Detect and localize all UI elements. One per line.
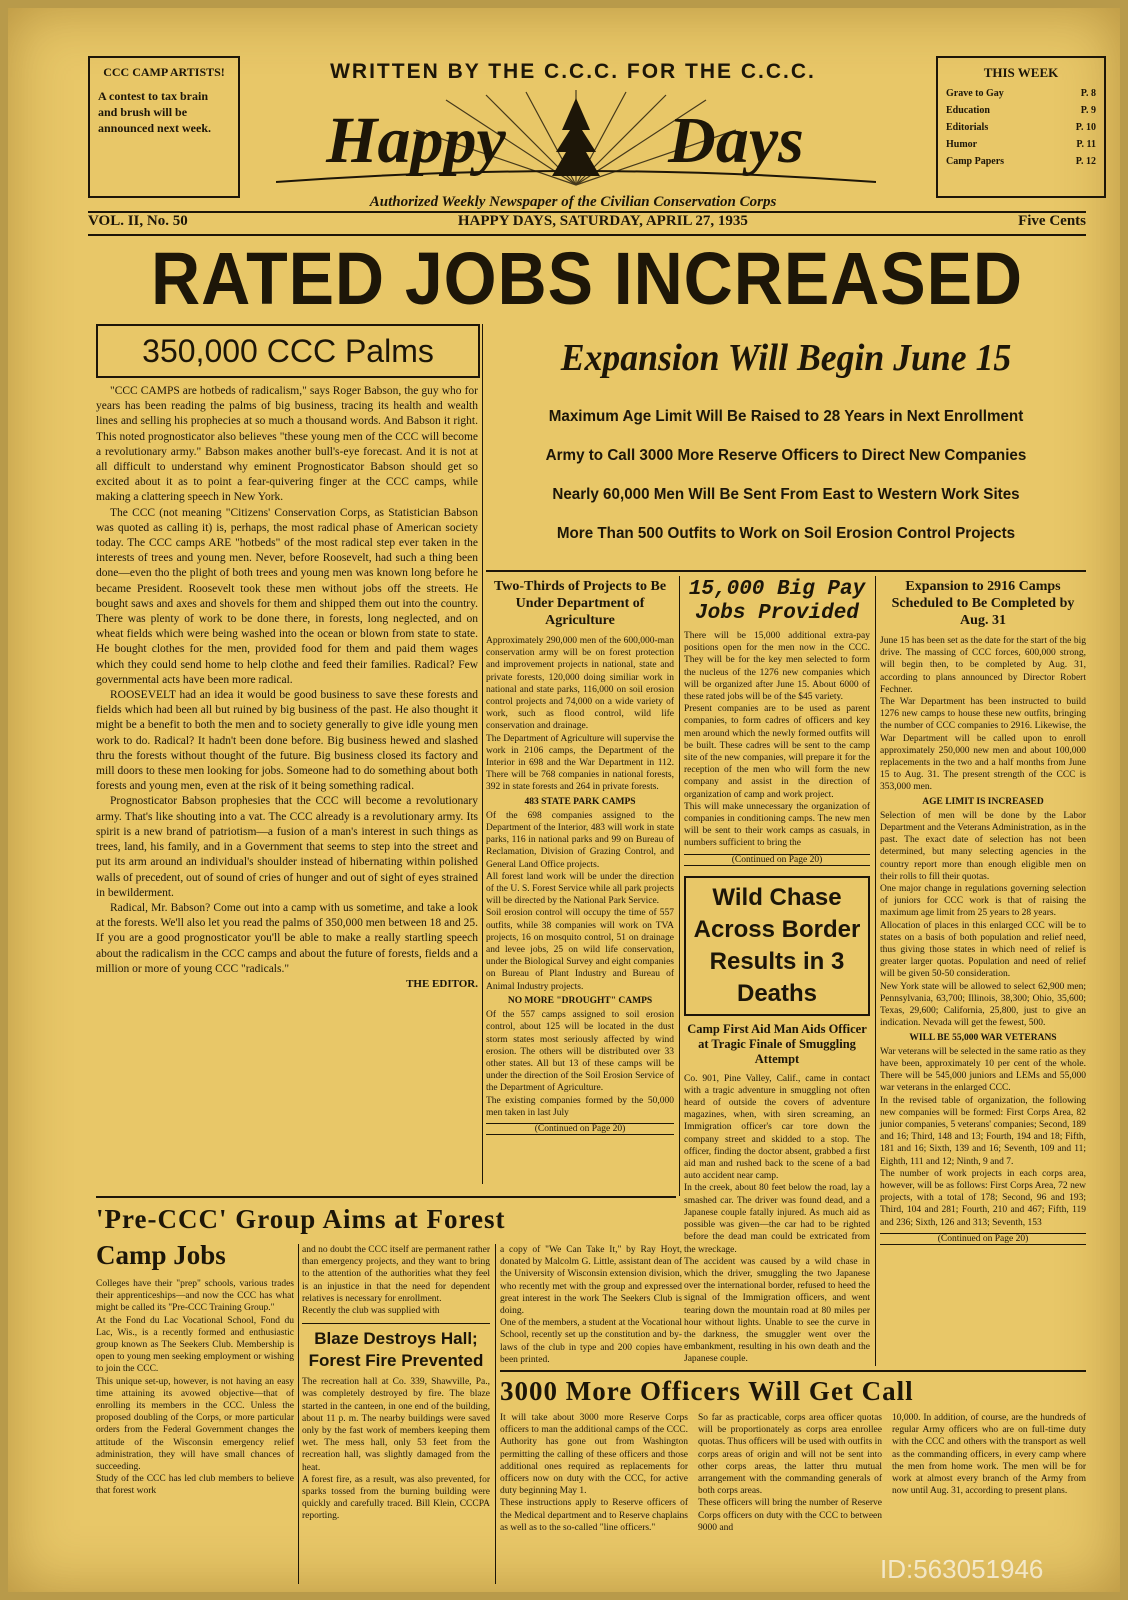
editorial-paragraph: ROOSEVELT had an idea it would be good business to save these forests and fields which had been all but ruined by big business of the past. He also thought it might be a benefit to both the men and to society generally to give idle young men work to do. Radical? It hadn't been done before. Big business hewed and slashed thru the forests without thought of the future. Big business closed its factory and mill doors to these men looking for jobs. Someone had to do something about both forests and young men, even at the risk of it being something radical.	[96, 689, 478, 793]
this-week-item: Grave to Gay P. 8	[946, 88, 1096, 99]
main-headline: RATED JOBS INCREASED	[150, 237, 1024, 320]
pre-ccc-col3: a copy of "We Can Take It," by Ray Hoyt, donated by Malcolm G. Little, assistant dean of the University of Wisconsin extension division, who recently met with the group and expressed great interest in the work The Seekers Club is doing. One of the members, a student at the Vocational School, recently set up the constitution and by-laws of the club in type and 200 copies have been printed.	[500, 1245, 682, 1365]
this-week-item: Editorials P. 10	[946, 122, 1096, 133]
column-rule	[679, 576, 680, 1196]
wild-chase-subtitle: Camp First Aid Man Aids Officer at Tragic Finale of Smuggling Attempt	[687, 1021, 867, 1066]
editorial-paragraph: Radical, Mr. Babson? Come out into a camp with us sometime, and take a look at the forests. We'll also let you read the palms of 350,000 men between 18 and 25. If you are a good prognosticator you'll be able to make a really startling speech about the radicalism in the CCC camps and about the future of forests, fields and a million or more of young CCC "radicals."	[96, 901, 478, 975]
camp-artists-body: A contest to tax brain and brush will be announced next week.	[98, 89, 212, 135]
article-text: Approximately 290,000 men of the 600,000-man conservation army will be on forest protection and improvement projects in national, state and private forests, 120,000 doing similiar work in national and state parks, 116,000 on soil erosion control projects and 74,000 on a wide variety of work, such as flood control, wild life conservation and drainage. The Department of Agriculture will supervise the work in 2106 camps, the Department of the Interior in 698 and the War Department in 112. There will be 768 companies in national forests, 392 in state forests and 264 in private forests. 483 STATE PARK CAMPS Of the 698 companies assigned to the Department of the Interior, 483 will work in state parks, 116 in national parks and 99 on Bureau of Reclamation, Division of Grazing Control, and General Land Office projects. All forest land work will be under the direction of the U. S. Forest Service while all park projects will be directed by the National Park Service. Soil erosion control will occupy the time of 557 outfits, while 38 companies will work on TVA projects, 16 on mosquito control, 51 on drainage and levee jobs, 25 on wild life conservation, under the Biological Survey and eight companies on Bureau of Plant Industry and Bureau of Animal Industry projects. NO MORE "DROUGHT" CAMPS Of the 557 camps assigned to soil erosion control, about 125 will be located in the dust storm states most seriously affected by wind erosion. The others will be distributed over 33 other states. All but 13 of these camps will be under the direction of the Soil Erosion Service of the Department of Agriculture. The existing companies formed by the 50,000 men taken in last July	[486, 636, 674, 1118]
camp-artists-title: CCC CAMP ARTISTS!	[103, 65, 225, 79]
continued-note: (Continued on Page 20)	[684, 854, 870, 866]
pre-ccc-headline-2: Camp Jobs	[96, 1240, 226, 1270]
two-thirds-article	[486, 578, 674, 1135]
big-pay-title: 15,000 Big Pay Jobs Provided	[688, 578, 866, 625]
editorial-body	[96, 384, 478, 992]
article-text: Co. 901, Pine Valley, Calif., came in contact with a tragic adventure in smuggling not often heard of outside the covers of adventure magazines, when, with siren screaming, an Immigration officer's car tore down the company street and skidded to a stop. The officer, finding the doctor absent, grabbed a first aid man and rushed back to the scene of a bad auto accident near camp. In the creek, about 80 feet below the road, lay a smashed car. The driver was found dead, and a Japanese couple fatally injured. As much aid as possible was given—the car had to be righted before the dead man could be extricated from the wreckage. The accident was caused by a wild chase in which the driver, smuggling the two Japanese over the international border, refused to heed the signal of the Immigration officers, and went tearing down the mountain road at 80 miles per hour without lights. Unable to see the curve in the darkness, the smuggler went over the embankment, resulting in his own death and the Japanese couple.	[684, 1073, 870, 1365]
issue-date: HAPPY DAYS, SATURDAY, APRIL 27, 1935	[457, 213, 748, 229]
blaze-title: Blaze Destroys Hall; Forest Fire Prevented	[308, 1329, 484, 1371]
subhead: Nearly 60,000 Men Will Be Sent From East to Western Work Sites	[552, 486, 1020, 503]
article-text: There will be 15,000 additional extra-pay positions open for the men now in the CCC. They will be for the key men selected to form the nucleus of the 1276 new companies which will be organized after June 15. About 6000 of these rated jobs will be of the $45 variety. Present companies are to be used as parent companies, to form cadres of officers and key men around which the newly formed outfits will be built. These cadres will be sent to the camp site of the new companies, will prepare it for the reception of the men who will form the new company and assist in the direction of organization of camp and work project. This will make unnecessary the organization of companies in conditioning camps. The new men will be sent to their work camps as casuals, in numbers sufficient to bring the	[684, 631, 870, 849]
pre-ccc-headline: 'Pre-CCC' Group Aims at Forest	[96, 1204, 506, 1234]
subhead: Maximum Age Limit Will Be Raised to 28 Years in Next Enrollment	[548, 408, 1024, 425]
happy-days-logo	[276, 90, 876, 190]
officers-col2: So far as practicable, corps area officer quotas will be proportionately as corps area enrollee quotas. Thus officers will be used with outfits in corps areas of origin and will not be sent into other corps areas, the latter thru mutual arrangement with the commanding generals of both corps areas. These officers will bring the number of Reserve Corps officers on duty with the CCC to between 9000 and	[698, 1413, 882, 1533]
officers-headline: 3000 More Officers Will Get Call	[500, 1376, 914, 1406]
newspaper-page	[8, 8, 1120, 1592]
pine-tree-icon	[552, 98, 600, 176]
column-rule	[495, 1244, 496, 1584]
pre-ccc-col2: and no doubt the CCC itself are permanent rather than emergency projects, and they want to bring to the attention of the authorities what they feel is an injustice in that the need for dependent relatives is necessary for enrollment. Recently the club was supplied with Blaze Destroys Hall; Forest Fire Prevented The recreation hall at Co. 339, Shawville, Pa., was completely destroyed by fire. The blaze started in the canteen, in one end of the building, about 11 p. m. The nearby buildings were saved only by the fast work of members keeping them wet. The mess hall, only 53 feet from the recreation hall, was slightly damaged from the heat. A forest fire, as a result, was also prevented, for sparks tossed from the burning building were quickly and carefully traced. Bill Klein, CCCPA reporting.	[302, 1245, 490, 1522]
rule	[486, 570, 1086, 572]
editorial-title: 350,000 CCC Palms	[96, 324, 480, 378]
blaze-article: Blaze Destroys Hall; Forest Fire Prevented The recreation hall at Co. 339, Shawville, Pa., was completely destroyed by fire. The blaze started in the canteen, in one end of the building, about 11 p. m. The nearby buildings were saved only by the fast work of members keeping them wet. The mess hall, only 53 feet from the recreation hall, was slightly damaged from the heat. A forest fire, as a result, was also prevented, for sparks tossed from the burning building were quickly and carefully traced. Bill Klein, CCCPA reporting.	[302, 1323, 490, 1522]
watermark-id: ID:563051946	[880, 1554, 1044, 1584]
expansion-2916-title: Expansion to 2916 Camps Scheduled to Be Completed by Aug. 31	[891, 579, 1075, 628]
continued-note: (Continued on Page 20)	[880, 1233, 1086, 1245]
this-week-item: Camp Papers P. 12	[946, 156, 1096, 167]
continued-note: (Continued on Page 20)	[486, 1123, 674, 1135]
subhead: More Than 500 Outfits to Work on Soil Erosion Control Projects	[556, 525, 1016, 542]
column-rule	[298, 1244, 299, 1584]
big-pay-article	[684, 578, 870, 1366]
dateline	[88, 213, 1086, 230]
this-week-item: Education P. 9	[946, 105, 1096, 116]
subhead: Army to Call 3000 More Reserve Officers to Direct New Companies	[545, 447, 1027, 464]
editorial-paragraph: Prognosticator Babson prophesies that the CCC will become a revolutionary army. That's like shouting into a vat. The CCC already is a revolutionary army. Its spirit is a new brand of patriotism—a fusion of a man's interest in such things as trees, land, his family, and in a Government that seems to step into the street and put its arm around an individual's shoulder instead of hibernating within polished walls of precedent, out of sound of cries of hunger and out of sight of eyes strained in bewilderment.	[96, 795, 478, 899]
editorial-paragraph: "CCC CAMPS are hotbeds of radicalism," says Roger Babson, the guy who for years has been reading the palms of big business, tracing its health and wealth lines and selling his prophecies at so much a thousand words. And Babson it right. This noted prognosticator also believes "these young men of the CCC will become a revolutionary army." Babson makes another bull's-eye forecast. And it is not at all difficult to understand why eminent Prognosticator Babson should get so excited about it as to point a fear-quivering finger at the CCC camps, while making a clattering speech in New York.	[96, 385, 478, 504]
logo-days: Days	[668, 104, 804, 177]
officers-col3: 10,000. In addition, of course, are the hundreds of regular Army officers who are on full-time duty with the CCC and others with the transport as well as the commanding officers, in every camp where the men from home work. The men will be for work at almost every branch of the Army from now until Aug. 31, according to present plans.	[892, 1413, 1086, 1497]
this-week-title: THIS WEEK	[983, 65, 1059, 80]
column-rule	[482, 324, 483, 1184]
article-text: June 15 has been set as the date for the start of the big drive. The massing of CCC forces, 600,000 strong, will begin then, to be completed by Aug. 31, according to plans announced by Director Robert Fechner. The War Department has been instructed to build 1276 new camps to house these new outfits, bringing the number of CCC companies to 2916. Likewise, the War Department will be called upon to enroll approximately 250,000 new men and about 100,000 replacements in the two and a half months from June 15 to Aug. 31. The present strength of the CCC is 353,000 men. AGE LIMIT IS INCREASED Selection of men will be done by the Labor Department and the Veterans Administration, as in the past. The exact date of selection has not been determined, but many selecting agencies in the country report more than enough eligible men on their rolls to fill their quotas. One major change in regulations governing selection of juniors for CCC work is that of raising the maximum age limit from 25 years to 28 years. Allocation of places in this enlarged CCC will be to states on a basis of both population and relief need, thus giving those states in which need of relief is greater larger quotas. Population and need of relief will be given 50-50 consideration. New York state will be allowed to select 62,900 men; Pennsylvania, 63,700; Illinois, 38,300; Ohio, 35,600; Texas, 29,600; California, 25,800, just to give an indication. Nevada will get the fewest, 500. WILL BE 55,000 WAR VETERANS War veterans will be selected in the same ratio as they have been, approximately 10 per cent of the whole. There will be 545,000 juniors and LEMs and 55,000 war veterans in the enlarged CCC. In the revised table of organization, the following new companies will be formed: First Corps Area, 82 junior companies, 5 veterans' companies; Second, 189 and 16; Third, 148 and 13; Fourth, 194 and 18; Fifth, 181 and 16; Sixth, 139 and 16; Seventh, 109 and 11; Eighth, 111 and 12; Ninth, 9 and 7. The number of work projects in each corps area, however, will be as follows: First Corps Area, 72 new projects, with a total of 178; Second, 96 and 193; Third, 104 and 281; Fourth, 210 and 467; Fifth, 119 and 236; Sixth, 126 and 313; Seventh, 153	[880, 636, 1086, 1228]
officers-col1: It will take about 3000 more Reserve Corps officers to man the additional camps of the CCC. Authority has gone out from Washington permitting the calling of these officers and those additional ones required as replacements for officers now on duty with the CCC, for active duty beginning May 1. These instructions apply to Reserve officers of the Medical department and to Reserve chaplains as well as to the so-called "line officers."	[500, 1413, 688, 1533]
column-rule	[875, 576, 876, 1366]
editorial-signature: THE EDITOR.	[406, 977, 478, 990]
price: Five Cents	[1018, 213, 1086, 229]
this-week-box	[936, 56, 1106, 198]
pre-ccc-col1: Colleges have their "prep" schools, various trades their apprenticeships—and now the CCC has what might be called its "Pre-CCC Training Group." At the Fond du Lac Vocational School, Fond du Lac, Wis., is a recently formed and enthusiastic group known as The Seekers Club. Membership is open to young men seeking employment or wishing to join the CCC. This unique set-up, however, is not having an easy time attaining its avowed objective—that of enrolling its members in the CCC. Unless the proposed doubling of the Corps, or more particular orders from the Federal Government changes the attitude of the Wisconsin emergency relief administration, they will have small chances of succeeding. Study of the CCC has led club members to believe that forest work	[96, 1279, 294, 1497]
volume: VOL. II, No. 50	[88, 213, 188, 229]
rule	[500, 1370, 1086, 1372]
rule	[96, 1196, 676, 1198]
wild-chase-title: Wild Chase Across Border Results in 3 Deaths	[684, 876, 870, 1016]
tagline: Authorized Weekly Newspaper of the Civilian Conservation Corps	[369, 194, 777, 210]
expansion-2916-article	[880, 578, 1086, 1245]
logo-happy: Happy	[326, 104, 506, 177]
expansion-subheads	[486, 408, 1086, 564]
this-week-item: Humor P. 11	[946, 139, 1096, 150]
two-thirds-title: Two-Thirds of Projects to Be Under Department of Agriculture	[493, 579, 667, 628]
editorial-paragraph: The CCC (not meaning "Citizens' Conservation Corps, as Statistician Babson was quoted as calling it) is, perhaps, the most radical phase of American society today. The CCC camps ARE "hotbeds" of the most radical step ever taken in the interests of trees and young men. Never, before Roosevelt, had such a thing been done—even tho the plight of both trees and young men was known long before he became President. Roosevelt took these men without jobs off the streets. He bought saws and axes and shovels for them and shipped them out into the country. There was plenty of work to be done there, in forests, long neglected, and on wheat fields which were being washed into the ocean or blown from state to state. He bought clothes for the men, provided food for them and paid them wages which they could send home to help clothe and feed their families. Radical? Few governmental acts have been more radical.	[96, 506, 478, 686]
camp-artists-box	[88, 56, 240, 198]
masthead-top-line: WRITTEN BY THE C.C.C. FOR THE C.C.C.	[330, 60, 816, 83]
expansion-headline: Expansion Will Begin June 15	[560, 337, 1012, 379]
